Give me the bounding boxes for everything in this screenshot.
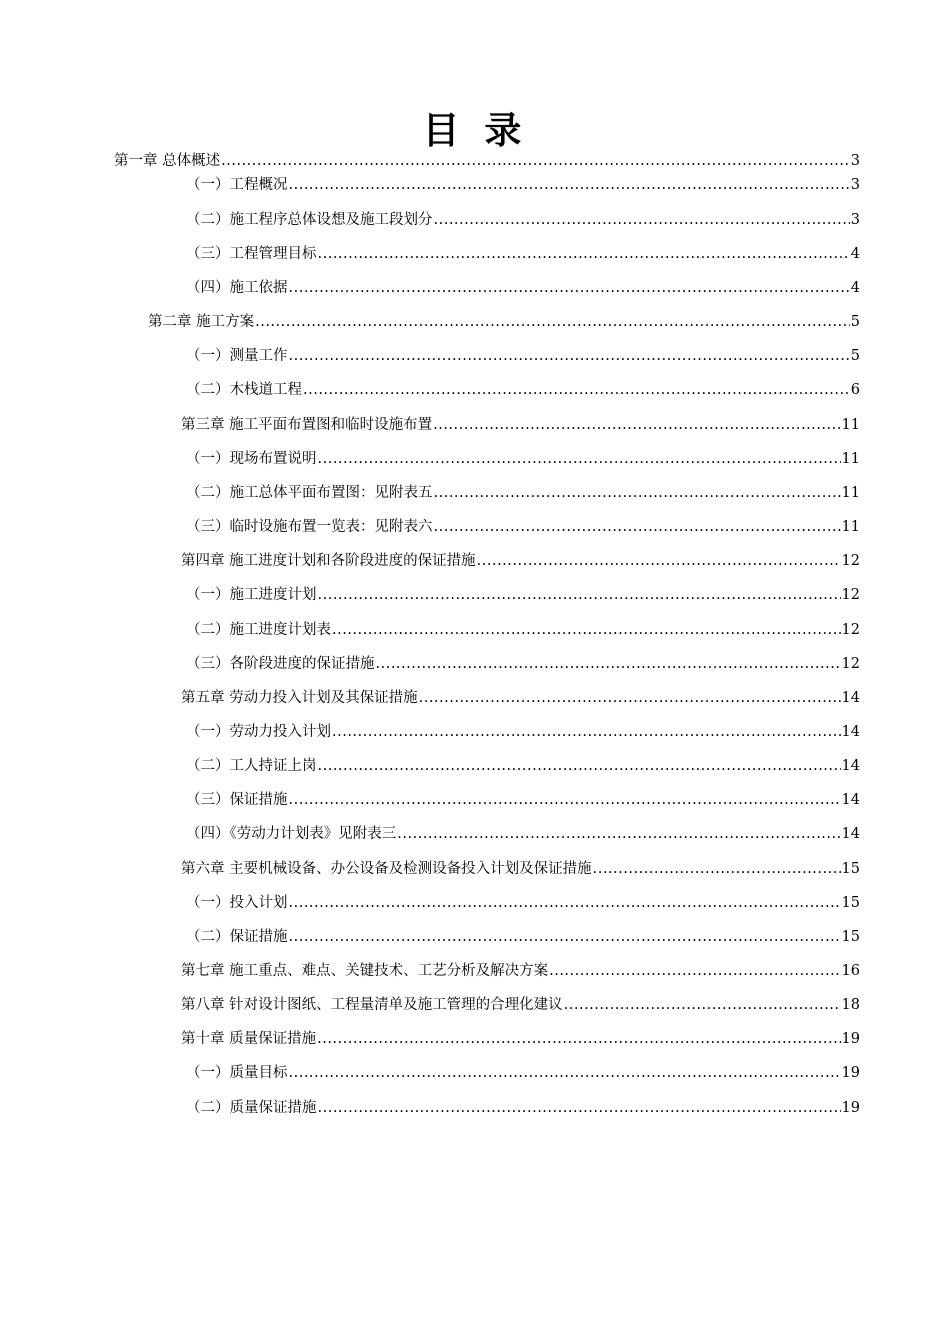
toc-entry-label: （二）施工程序总体设想及施工段划分 (186, 212, 433, 228)
leader-dots (549, 961, 840, 981)
toc-entry-label: 第八章 针对设计图纸、工程量清单及施工管理的合理化建议 (181, 997, 563, 1013)
toc-entry-label: 第五章 劳动力投入计划及其保证措施 (181, 690, 418, 706)
leader-dots (318, 756, 841, 776)
toc-entry-label: （二）施工总体平面布置图：见附表五 (186, 485, 433, 501)
toc-entry-page: 4 (850, 246, 860, 262)
leader-dots (434, 483, 841, 503)
toc-entry-page: 3 (850, 212, 860, 228)
leader-dots (318, 244, 850, 264)
leader-dots (593, 859, 841, 879)
toc-entry-page: 15 (841, 861, 860, 877)
toc-entry[interactable] (186, 620, 860, 640)
toc-entry-page: 14 (841, 792, 860, 808)
toc-entry[interactable] (181, 961, 860, 981)
leader-dots (332, 722, 841, 742)
toc-entry-label: （四）施工依据 (186, 280, 288, 296)
toc-entry-page: 5 (850, 314, 860, 330)
toc-entry-page: 19 (841, 1031, 860, 1047)
toc-entry-page: 14 (841, 758, 860, 774)
leader-dots (332, 620, 841, 640)
toc-entry-label: 第七章 施工重点、难点、关键技术、工艺分析及解决方案 (181, 963, 549, 979)
leader-dots (419, 688, 841, 708)
toc-entry-label: （一）施工进度计划 (186, 587, 317, 603)
toc-entry[interactable] (181, 551, 860, 571)
toc-entry-label: （三）临时设施布置一览表：见附表六 (186, 519, 433, 535)
leader-dots (477, 551, 841, 571)
toc-entry-page: 3 (850, 153, 860, 169)
toc-entry[interactable] (186, 654, 860, 674)
leader-dots (221, 151, 850, 171)
leader-dots (318, 1098, 841, 1118)
toc-entry[interactable] (186, 893, 860, 913)
toc-entry[interactable] (186, 824, 860, 844)
leader-dots (289, 175, 850, 195)
toc-entry-page: 19 (841, 1065, 860, 1081)
leader-dots (434, 517, 841, 537)
leader-dots (289, 346, 850, 366)
toc-entry-label: （一）质量目标 (186, 1065, 288, 1081)
leader-dots (433, 415, 840, 435)
toc-entry-page: 4 (850, 280, 860, 296)
toc-entry-label: （一）现场布置说明 (186, 451, 317, 467)
leader-dots (376, 654, 841, 674)
leader-dots (318, 585, 841, 605)
toc-entry-page: 12 (841, 656, 860, 672)
toc-entry-page: 12 (841, 622, 860, 638)
toc-entry[interactable] (186, 1098, 860, 1118)
toc-entry-label: 第六章 主要机械设备、办公设备及检测设备投入计划及保证措施 (181, 861, 592, 877)
toc-entry[interactable] (181, 415, 860, 435)
toc-entry-label: （三）各阶段进度的保证措施 (186, 656, 375, 672)
toc-entry[interactable] (186, 1063, 860, 1083)
toc-entry-page: 14 (841, 826, 860, 842)
toc-entry[interactable] (186, 790, 860, 810)
toc-entry-label: （二）木栈道工程 (186, 382, 302, 398)
toc-entry[interactable] (181, 859, 860, 879)
leader-dots (318, 449, 841, 469)
toc-entry-page: 5 (850, 348, 860, 364)
toc-entry-page: 6 (850, 382, 860, 398)
toc-entry-label: （四）《劳动力计划表》见附表三 (186, 826, 397, 842)
toc-entry[interactable] (186, 449, 860, 469)
toc-entry-label: 第三章 施工平面布置图和临时设施布置 (181, 417, 433, 433)
toc-entry[interactable] (148, 312, 860, 332)
toc-entry[interactable] (186, 483, 860, 503)
leader-dots (397, 824, 840, 844)
toc-entry-label: 第二章 施工方案 (148, 314, 255, 330)
toc-entry-label: （一）工程概况 (186, 177, 288, 193)
toc-entry-label: 第十章 质量保证措施 (181, 1031, 317, 1047)
leader-dots (289, 790, 841, 810)
toc-entry[interactable] (186, 244, 860, 264)
toc-entry-label: （一）测量工作 (186, 348, 288, 364)
toc-entry[interactable] (186, 517, 860, 537)
toc-entry[interactable] (186, 210, 860, 230)
toc-entry-page: 11 (841, 519, 860, 535)
toc-entry-label: 第一章 总体概述 (114, 153, 221, 169)
toc-entry[interactable] (186, 278, 860, 298)
toc-entry-label: （二）施工进度计划表 (186, 622, 331, 638)
toc-entry[interactable] (186, 380, 860, 400)
toc-entry-label: （二）保证措施 (186, 929, 288, 945)
leader-dots (317, 1029, 840, 1049)
toc-entry-label: （二）工人持证上岗 (186, 758, 317, 774)
toc-entry-page: 12 (841, 553, 860, 569)
toc-entry-page: 19 (841, 1100, 860, 1116)
toc-entry-label: （一）投入计划 (186, 895, 288, 911)
toc-entry-page: 15 (841, 929, 860, 945)
toc-entry-page: 14 (841, 690, 860, 706)
toc-entry[interactable] (181, 1029, 860, 1049)
toc-entry[interactable] (186, 585, 860, 605)
toc-entry-page: 16 (841, 963, 860, 979)
leader-dots (289, 927, 841, 947)
toc-entry[interactable] (186, 722, 860, 742)
leader-dots (564, 995, 841, 1015)
toc-entry[interactable] (186, 756, 860, 776)
page-title: 目 录 (422, 109, 528, 152)
toc-entry-label: （三）工程管理目标 (186, 246, 317, 262)
toc-entry[interactable] (181, 688, 860, 708)
toc-entry[interactable] (181, 995, 860, 1015)
leader-dots (303, 380, 850, 400)
leader-dots (434, 210, 850, 230)
toc-entry[interactable] (186, 927, 860, 947)
toc-entry-label: （三）保证措施 (186, 792, 288, 808)
leader-dots (255, 312, 850, 332)
toc-entry-label: （一）劳动力投入计划 (186, 724, 331, 740)
toc-entry-page: 3 (850, 177, 860, 193)
toc-entry-page: 14 (841, 724, 860, 740)
toc-entry-label: 第四章 施工进度计划和各阶段进度的保证措施 (181, 553, 476, 569)
toc-entry-label: （二）质量保证措施 (186, 1100, 317, 1116)
toc-entry-page: 11 (841, 485, 860, 501)
toc-entry-page: 15 (841, 895, 860, 911)
leader-dots (289, 278, 850, 298)
toc-entry-page: 11 (841, 451, 860, 467)
toc-entry-page: 11 (841, 417, 860, 433)
toc-entry[interactable] (186, 175, 860, 195)
toc-entry[interactable] (186, 346, 860, 366)
toc-entry[interactable] (114, 151, 860, 171)
toc-entry-page: 18 (841, 997, 860, 1013)
leader-dots (289, 893, 841, 913)
toc-entry-page: 12 (841, 587, 860, 603)
leader-dots (289, 1063, 841, 1083)
